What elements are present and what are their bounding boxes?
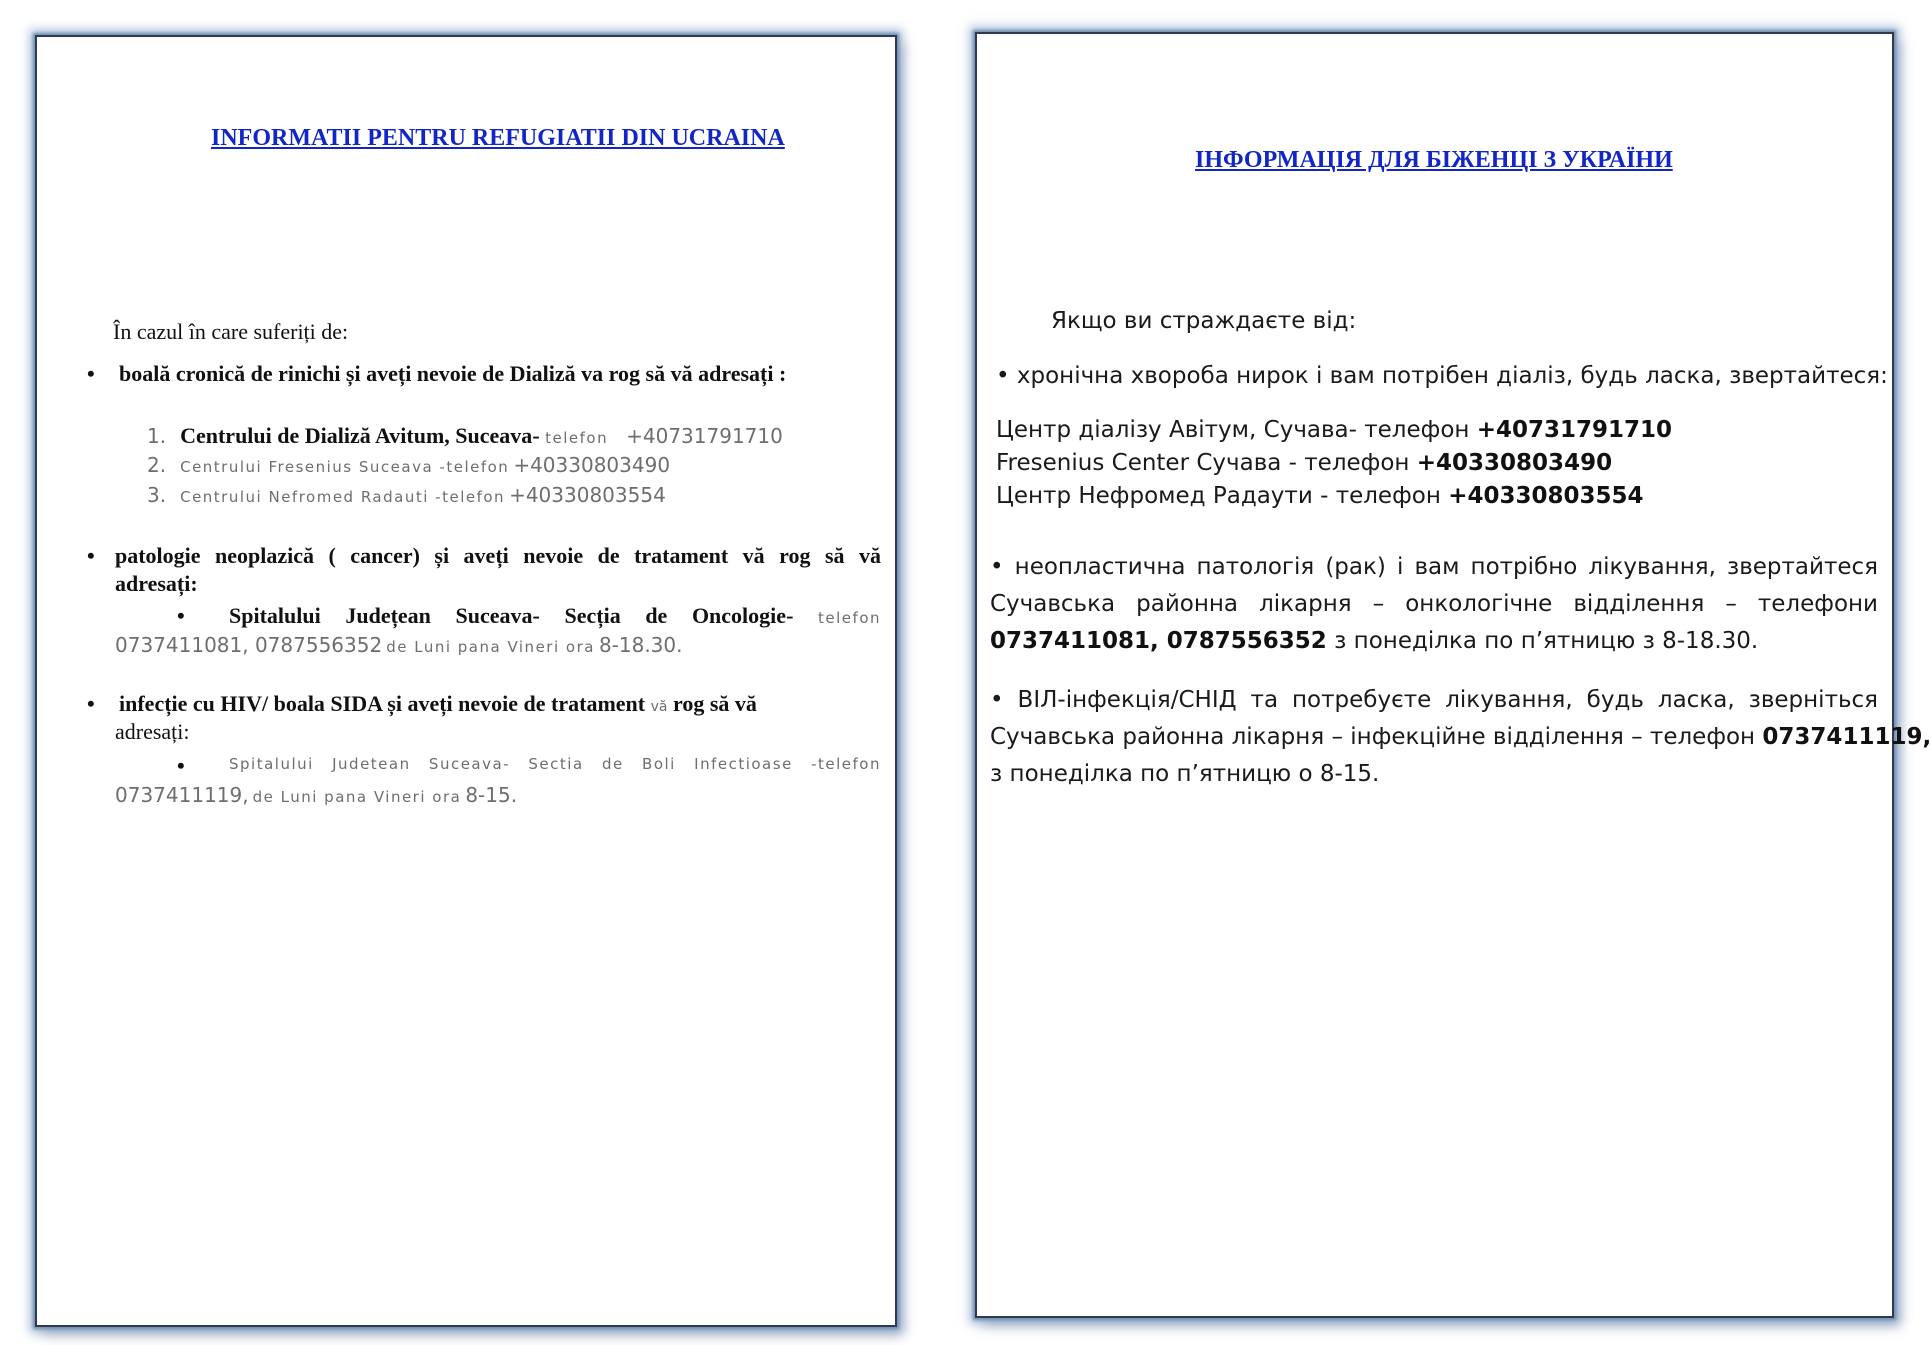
hiv-hospital-line: Spitalului Judetean Suceava- Sectia de Boli Infectioase -telefon: [229, 755, 881, 773]
ukrainian-oncology-line3: 0737411081, 0787556352 з понеділка по п’ятницю з 8-18.30.: [990, 628, 1759, 654]
hiv-phone-schedule: 0737411119, de Luni pana Vineri ora 8-15.: [115, 783, 518, 807]
ukrainian-center-2: Fresenius Center Сучава - телефон +40330803490: [996, 450, 1613, 476]
oncology-phones-schedule: 0737411081, 0787556352 de Luni pana Vineri ora 8-18.30.: [115, 633, 683, 657]
ukrainian-intro: Якщо ви страждаєте від:: [1051, 308, 1357, 334]
ukrainian-bullet-oncology: • неопластична патологія (рак) і вам потрібно лікування, звертайтеся: [990, 554, 1878, 580]
ukrainian-document-page: [975, 32, 1931, 1318]
dialysis-center-item-3: 3. Centrului Nefromed Radauti -telefon +40330803554: [147, 483, 666, 507]
ukrainian-center-3: Центр Нефромед Радаути - телефон +40330803554: [996, 483, 1644, 509]
ukrainian-bullet-hiv: • ВІЛ-інфекція/СНІД та потребуєте лікування, будь ласка, зверніться: [990, 687, 1878, 713]
romanian-intro: În cazul în care suferiți de:: [113, 319, 349, 344]
bullet: •: [177, 603, 185, 628]
section-hiv-heading: infecție cu HIV/ boala SIDA și aveți nevoie de tratament vă rog să vă: [119, 691, 757, 716]
bullet: •: [177, 753, 185, 778]
romanian-document-page: [35, 35, 897, 1327]
romanian-title: INFORMATII PENTRU REFUGIATII DIN UCRAINA: [211, 125, 785, 151]
ukrainian-hiv-line2: Сучавська районна лікарня – інфекційне відділення – телефон 0737411119,: [990, 724, 1931, 750]
ukrainian-hiv-line3: з понеділка по п’ятницю о 8-15.: [990, 761, 1380, 787]
bullet: •: [87, 543, 95, 568]
bullet: •: [87, 361, 95, 386]
section-dialysis-heading: boală cronică de rinichi și aveți nevoie de Dializă va rog să vă adresați :: [119, 361, 787, 386]
dialysis-center-item-1: 1. Centrului de Dializă Avitum, Suceava- telefon +40731791710: [147, 423, 783, 448]
ukrainian-title: ІНФОРМАЦІЯ ДЛЯ БІЖЕНЦІ З УКРАЇНИ: [1195, 147, 1673, 173]
ukrainian-oncology-line2: Сучавська районна лікарня – онкологічне відділення – телефони: [990, 591, 1878, 617]
ukrainian-bullet-dialysis: • хронічна хвороба нирок і вам потрібен діаліз, будь ласка, звертайтеся:: [996, 363, 1888, 389]
oncology-hospital-line: Spitalului Județean Suceava- Secția de Oncologie- telefon: [229, 603, 882, 628]
dialysis-center-item-2: 2. Centrului Fresenius Suceava -telefon +40330803490: [147, 453, 671, 477]
section-hiv-heading-line2: adresați:: [115, 719, 190, 744]
bullet: •: [87, 691, 95, 716]
section-oncology-heading: patologie neoplazică ( cancer) și aveți nevoie de tratament vă rog să vă: [115, 543, 881, 568]
ukrainian-center-1: Центр діалізу Авітум, Сучава- телефон +40731791710: [996, 417, 1673, 443]
section-oncology-heading-line2: adresați:: [115, 571, 198, 596]
